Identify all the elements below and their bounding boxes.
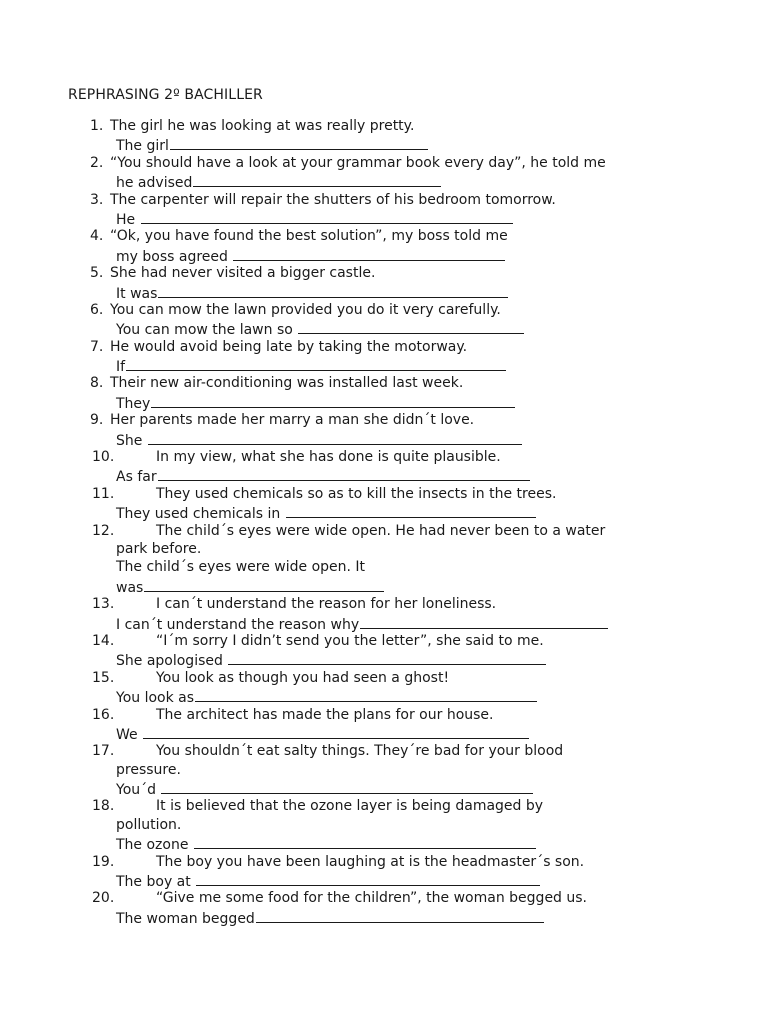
exercise-statement-row <box>0 522 768 540</box>
exercise-number: 20. <box>92 890 115 907</box>
exercise-statement: She had never visited a bigger castle. <box>110 265 376 282</box>
answer-prompt <box>116 577 384 597</box>
answer-prompt <box>116 209 513 229</box>
answer-blank-line[interactable] <box>141 209 513 224</box>
exercise-item <box>0 797 768 852</box>
exercise-statement-row <box>0 595 768 613</box>
exercise-statement: You can mow the lawn provided you do it very carefully. <box>110 301 501 318</box>
exercise-statement-row <box>0 742 768 760</box>
answer-blank-line[interactable] <box>170 135 428 150</box>
answer-blank-line[interactable] <box>256 908 544 923</box>
exercise-item <box>0 522 768 596</box>
exercise-statement-row <box>0 191 768 209</box>
exercise-statement: The child´s eyes were wide open. He had never been to a water <box>156 522 606 539</box>
exercise-number: 8. <box>90 375 104 392</box>
exercise-number: 4. <box>90 228 104 245</box>
exercise-item <box>0 264 768 301</box>
answer-prompt <box>116 724 529 744</box>
exercise-answer-row <box>0 577 768 595</box>
exercise-answer-row <box>0 319 768 337</box>
answer-blank-line[interactable] <box>143 724 529 739</box>
exercise-number: 3. <box>90 191 104 208</box>
answer-prompt <box>116 430 522 450</box>
exercise-statement: You shouldn´t eat salty things. They´re bad for your blood <box>156 743 564 760</box>
exercise-number: 7. <box>90 338 104 355</box>
exercise-continuation-row <box>0 761 768 779</box>
exercise-statement: “You should have a look at your grammar book every day”, he told me <box>110 154 606 171</box>
exercise-answer-row <box>0 393 768 411</box>
exercise-item <box>0 485 768 522</box>
exercise-statement: Their new air-conditioning was installed last week. <box>110 375 464 392</box>
exercise-item <box>0 191 768 228</box>
answer-prompt-text: my boss agreed <box>116 248 233 265</box>
answer-prompt <box>116 172 441 192</box>
answer-prompt-text: We <box>116 726 143 743</box>
answer-prompt <box>116 135 428 155</box>
exercise-number: 14. <box>92 632 115 649</box>
exercise-statement: It is believed that the ozone layer is being damaged by <box>156 798 544 815</box>
exercise-number: 11. <box>92 485 115 502</box>
exercise-item <box>0 742 768 797</box>
exercise-statement-row <box>0 301 768 319</box>
exercise-statement: In my view, what she has done is quite plausible. <box>156 449 501 466</box>
exercise-answer-row <box>0 430 768 448</box>
answer-prompt-text: They <box>116 395 151 412</box>
answer-blank-line[interactable] <box>193 172 441 187</box>
answer-prompt-text: was <box>116 579 144 596</box>
answer-prompt-text: She apologised <box>116 653 228 670</box>
exercise-answer-row <box>0 779 768 797</box>
exercise-statement-row <box>0 797 768 815</box>
answer-prompt-text: They used chemicals in <box>116 506 285 523</box>
exercise-continuation: park before. <box>116 540 202 557</box>
exercise-statement: The carpenter will repair the shutters of his bedroom tomorrow. <box>110 191 556 208</box>
answer-prompt <box>116 356 506 376</box>
answer-blank-line[interactable] <box>196 871 540 886</box>
answer-prompt <box>116 871 540 891</box>
answer-blank-line[interactable] <box>194 834 536 849</box>
exercise-statement: He would avoid being late by taking the motorway. <box>110 338 468 355</box>
exercise-statement-row <box>0 154 768 172</box>
exercise-number: 16. <box>92 706 115 723</box>
exercise-item <box>0 595 768 632</box>
exercise-item <box>0 669 768 706</box>
worksheet-title: REPHRASING 2º BACHILLER <box>68 87 263 103</box>
exercise-answer-row <box>0 908 768 926</box>
exercise-statement: “Give me some food for the children”, the woman begged us. <box>156 890 588 907</box>
answer-prompt <box>116 834 536 854</box>
exercise-statement-row <box>0 706 768 724</box>
answer-prompt-text: You´d <box>116 782 161 799</box>
answer-blank-line[interactable] <box>298 319 524 334</box>
exercise-statement-row <box>0 227 768 245</box>
answer-prompt <box>116 503 536 523</box>
exercise-statement-row <box>0 889 768 907</box>
exercise-statement-row <box>0 117 768 135</box>
exercise-statement-row <box>0 853 768 871</box>
answer-blank-line[interactable] <box>228 650 546 665</box>
answer-prompt-text: You look as <box>116 690 195 707</box>
exercise-number: 5. <box>90 265 104 282</box>
exercise-continuation-row <box>0 816 768 834</box>
exercise-answer-row <box>0 172 768 190</box>
answer-prompt-text: he advised <box>116 175 193 192</box>
exercise-statement: “Ok, you have found the best solution”, my boss told me <box>110 228 508 245</box>
answer-blank-line[interactable] <box>233 246 505 261</box>
exercise-continuation-row <box>0 558 768 576</box>
answer-prompt <box>116 283 508 303</box>
answer-blank-line[interactable] <box>286 503 536 518</box>
answer-blank-line[interactable] <box>161 779 533 794</box>
exercise-item <box>0 374 768 411</box>
exercise-item <box>0 154 768 191</box>
answer-blank-line[interactable] <box>360 614 608 629</box>
exercise-list <box>0 117 768 926</box>
exercise-answer-row <box>0 209 768 227</box>
answer-blank-line[interactable] <box>195 687 537 702</box>
answer-prompt-text: If <box>116 359 126 376</box>
exercise-continuation: pressure. <box>116 761 181 778</box>
exercise-answer-row <box>0 650 768 668</box>
exercise-statement-row <box>0 338 768 356</box>
answer-prompt <box>116 687 537 707</box>
exercise-answer-row <box>0 466 768 484</box>
exercise-statement-row <box>0 448 768 466</box>
exercise-statement: I can´t understand the reason for her loneliness. <box>156 596 497 613</box>
answer-blank-line[interactable] <box>158 283 508 298</box>
exercise-answer-row <box>0 687 768 705</box>
exercise-statement-row <box>0 669 768 687</box>
exercise-item <box>0 301 768 338</box>
exercise-number: 10. <box>92 449 115 466</box>
exercise-statement-row <box>0 485 768 503</box>
exercise-number: 12. <box>92 522 115 539</box>
exercise-statement-row <box>0 632 768 650</box>
exercise-answer-row <box>0 356 768 374</box>
answer-prompt-text: You can mow the lawn so <box>116 322 298 339</box>
exercise-answer-row <box>0 614 768 632</box>
exercise-statement: The boy you have been laughing at is the headmaster´s son. <box>156 853 585 870</box>
exercise-number: 13. <box>92 596 115 613</box>
answer-blank-line[interactable] <box>126 356 506 371</box>
exercise-item <box>0 338 768 375</box>
exercise-answer-row <box>0 724 768 742</box>
exercise-continuation: pollution. <box>116 816 182 833</box>
answer-blank-line[interactable] <box>148 430 522 445</box>
answer-prompt-text: The girl <box>116 138 169 155</box>
exercise-item <box>0 853 768 890</box>
answer-prompt-text: He <box>116 211 140 228</box>
answer-prompt-text: The boy at <box>116 874 196 891</box>
exercise-item <box>0 227 768 264</box>
exercise-number: 15. <box>92 669 115 686</box>
exercise-item <box>0 632 768 669</box>
answer-prompt-text: The ozone <box>116 837 193 854</box>
exercise-statement: You look as though you had seen a ghost! <box>156 669 450 686</box>
answer-prompt-text: She <box>116 432 147 449</box>
exercise-statement: They used chemicals so as to kill the insects in the trees. <box>156 485 557 502</box>
answer-blank-line[interactable] <box>144 577 384 592</box>
exercise-answer-row <box>0 503 768 521</box>
answer-prompt <box>116 466 530 486</box>
exercise-answer-row <box>0 135 768 153</box>
exercise-continuation: The child´s eyes were wide open. It <box>116 559 366 576</box>
exercise-answer-row <box>0 283 768 301</box>
answer-prompt <box>116 614 608 634</box>
exercise-item <box>0 411 768 448</box>
exercise-number: 6. <box>90 301 104 318</box>
exercise-number: 9. <box>90 412 104 429</box>
exercise-number: 19. <box>92 853 115 870</box>
answer-prompt <box>116 246 505 266</box>
exercise-statement: Her parents made her marry a man she didn´t love. <box>110 412 475 429</box>
exercise-item <box>0 117 768 154</box>
answer-prompt <box>116 319 524 339</box>
exercise-number: 2. <box>90 154 104 171</box>
answer-prompt <box>116 908 544 928</box>
exercise-statement-row <box>0 264 768 282</box>
exercise-answer-row <box>0 246 768 264</box>
exercise-statement-row <box>0 374 768 392</box>
answer-blank-line[interactable] <box>158 466 530 481</box>
answer-prompt-text: It was <box>116 285 158 302</box>
exercise-answer-row <box>0 834 768 852</box>
answer-prompt-text: As far <box>116 469 157 486</box>
exercise-number: 17. <box>92 743 115 760</box>
exercise-statement: “I´m sorry I didn’t send you the letter”, she said to me. <box>156 632 544 649</box>
exercise-statement: The architect has made the plans for our house. <box>156 706 494 723</box>
exercise-item <box>0 889 768 926</box>
exercise-answer-row <box>0 871 768 889</box>
answer-prompt-text: The woman begged <box>116 910 255 927</box>
exercise-number: 18. <box>92 798 115 815</box>
exercise-continuation-row <box>0 540 768 558</box>
exercise-item <box>0 448 768 485</box>
exercise-statement-row <box>0 411 768 429</box>
exercise-statement: The girl he was looking at was really pretty. <box>110 118 415 134</box>
exercise-number: 1. <box>90 118 104 134</box>
answer-prompt <box>116 779 533 799</box>
exercise-item <box>0 706 768 743</box>
answer-prompt <box>116 650 546 670</box>
answer-prompt-text: I can´t understand the reason why <box>116 616 360 633</box>
answer-blank-line[interactable] <box>151 393 515 408</box>
answer-prompt <box>116 393 515 413</box>
